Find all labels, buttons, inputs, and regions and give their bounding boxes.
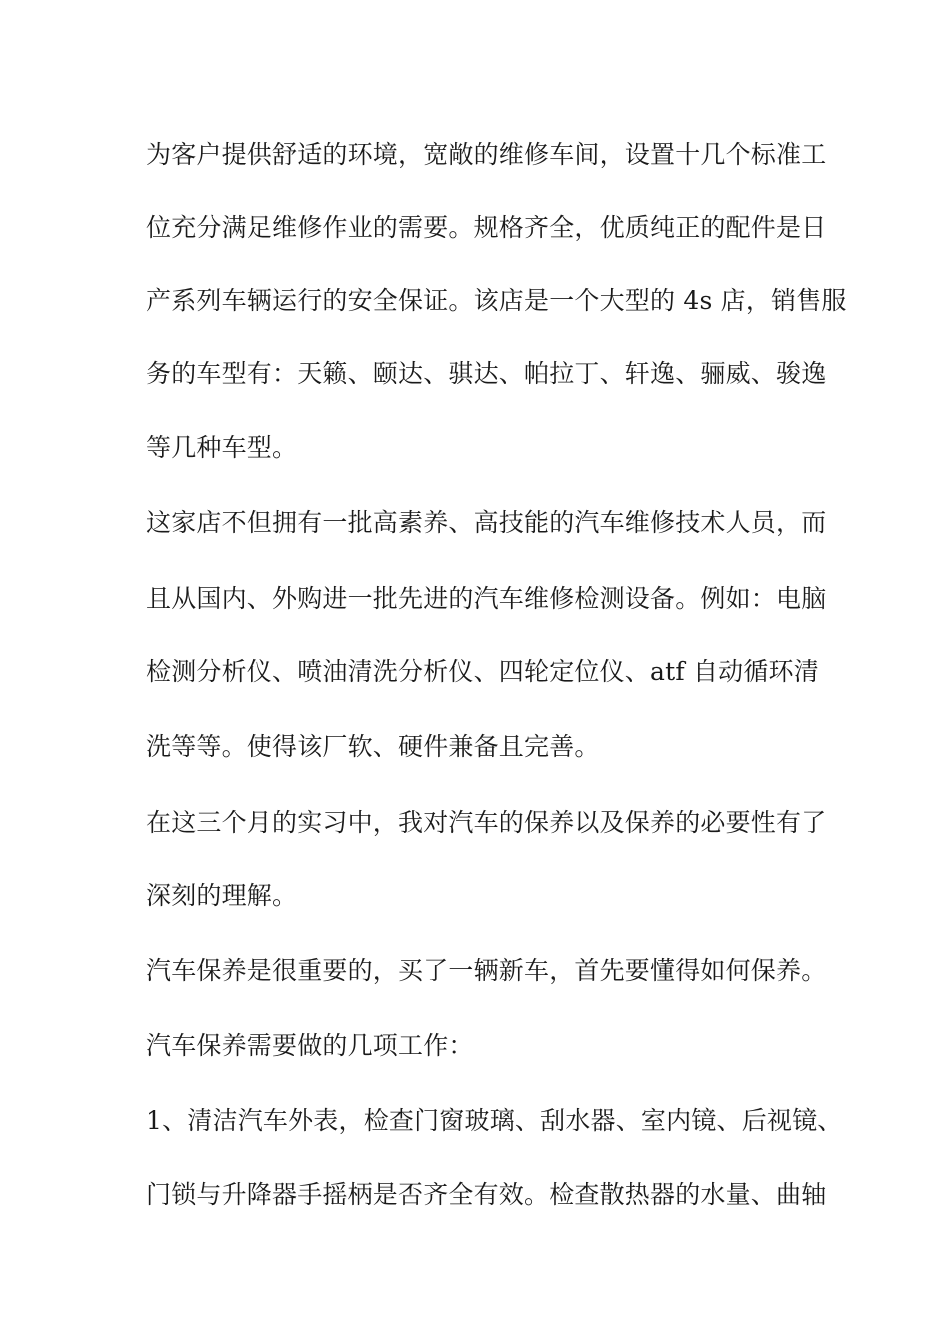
text-line: 等几种车型。 bbox=[146, 433, 298, 462]
text-line: 这家店不但拥有一批高素养、高技能的汽车维修技术人员，而 bbox=[146, 508, 827, 537]
text-line: 产系列车辆运行的安全保证。该店是一个大型的 4s 店，销售服 bbox=[146, 286, 847, 315]
text-line: 门锁与升降器手摇柄是否齐全有效。检查散热器的水量、曲轴 bbox=[146, 1180, 827, 1209]
text-line: 汽车保养是很重要的，买了一辆新车，首先要懂得如何保养。 bbox=[146, 956, 827, 985]
text-line: 在这三个月的实习中，我对汽车的保养以及保养的必要性有了 bbox=[146, 808, 827, 837]
text-line: 深刻的理解。 bbox=[146, 881, 298, 910]
text-line: 1、清洁汽车外表，检查门窗玻璃、刮水器、室内镜、后视镜、 bbox=[146, 1106, 843, 1135]
text-line: 洗等等。使得该厂软、硬件兼备且完善。 bbox=[146, 732, 600, 761]
text-line: 且从国内、外购进一批先进的汽车维修检测设备。例如：电脑 bbox=[146, 584, 827, 613]
text-line: 为客户提供舒适的环境，宽敞的维修车间，设置十几个标准工 bbox=[146, 140, 827, 169]
text-line: 汽车保养需要做的几项工作： bbox=[146, 1031, 474, 1060]
text-line: 务的车型有：天籁、颐达、骐达、帕拉丁、轩逸、骊威、骏逸 bbox=[146, 359, 827, 388]
text-line: 位充分满足维修作业的需要。规格齐全，优质纯正的配件是日 bbox=[146, 213, 827, 242]
text-line: 检测分析仪、喷油清洗分析仪、四轮定位仪、atf 自动循环清 bbox=[146, 657, 819, 686]
